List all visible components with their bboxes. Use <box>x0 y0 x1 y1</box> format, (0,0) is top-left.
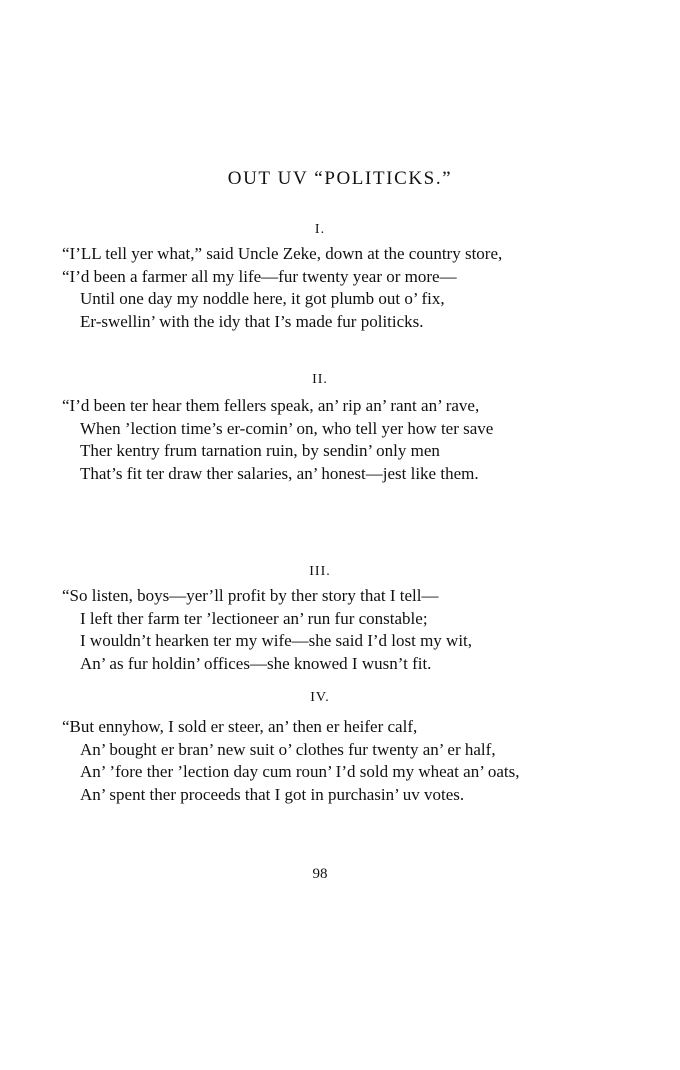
section-numeral-2: II. <box>312 372 328 387</box>
verse-line: An’ bought er bran’ new suit o’ clothes fur twenty an’ er half, <box>80 739 496 759</box>
stanza-1 <box>62 243 582 333</box>
verse-line: I left ther farm ter ’lectioneer an’ run fur constable; <box>80 608 428 628</box>
section-numeral-4: IV. <box>310 690 330 705</box>
section-numeral-1: I. <box>314 222 326 237</box>
verse-line: I wouldn’t hearken ter my wife—she said I’d lost my wit, <box>80 631 473 650</box>
verse-line: When ’lection time’s er-comin’ on, who tell yer how ter save <box>80 418 494 438</box>
page-title: OUT UV “POLITICKS.” <box>227 168 453 189</box>
verse-line: “So listen, boys—yer’ll profit by ther story that I tell— <box>62 586 439 605</box>
verse-line: Until one day my noddle here, it got plumb out o’ fix, <box>80 289 445 308</box>
verse-line: “But ennyhow, I sold er steer, an’ then er heifer calf, <box>62 717 418 736</box>
verse-line: That’s fit ter draw ther salaries, an’ honest—jest like them. <box>80 463 479 483</box>
verse-line: An’ as fur holdin’ offices—she knowed I wusn’t fit. <box>80 653 432 673</box>
stanza-2 <box>62 395 582 485</box>
stanza-3 <box>62 585 582 675</box>
verse-line: An’ ’fore ther ’lection day cum roun’ I’d sold my wheat an’ oats, <box>80 762 520 781</box>
page-number: 98 <box>312 866 328 882</box>
verse-line: An’ spent ther proceeds that I got in purchasin’ uv votes. <box>80 784 465 804</box>
verse-line: “I’LL tell yer what,” said Uncle Zeke, down at the country store, <box>62 244 503 263</box>
verse-line: Ther kentry frum tarnation ruin, by sendin’ only men <box>80 441 440 460</box>
verse-line: “I’d been a farmer all my life—fur twenty year or more— <box>62 266 457 286</box>
verse-line: Er-swellin’ with the idy that I’s made fur politicks. <box>80 311 424 331</box>
verse-line: “I’d been ter hear them fellers speak, an’ rip an’ rant an’ rave, <box>62 396 480 415</box>
section-numeral-3: III. <box>309 564 331 579</box>
stanza-4 <box>62 716 582 806</box>
